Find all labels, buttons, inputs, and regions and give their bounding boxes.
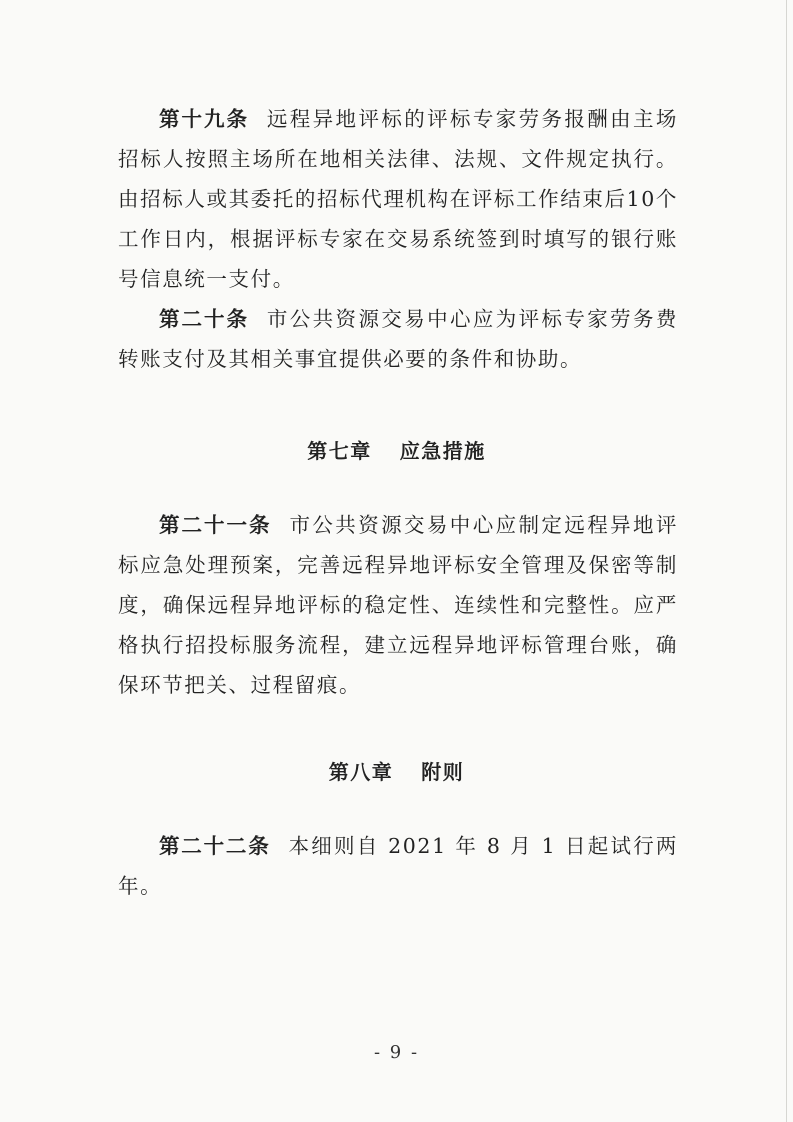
chapter-7-heading (0, 435, 793, 464)
article-21 (118, 505, 678, 705)
chapter-8-heading (0, 756, 793, 785)
chapter-8-number: 第八章 (328, 760, 394, 784)
page-number: - 9 - (373, 1042, 420, 1063)
article-21-label: 第二十一条 (159, 513, 272, 537)
article-19-label: 第十九条 (159, 107, 249, 131)
article-22-text: 本细则自 2021 年 8 月 1 日起试行两年。 (118, 834, 679, 898)
article-22-label: 第二十二条 (159, 834, 271, 858)
article-20 (118, 299, 678, 379)
chapter-7-number: 第七章 (307, 439, 372, 463)
article-21-text: 市公共资源交易中心应制定远程异地评标应急处理预案，完善远程异地评标安全管理及保密等制度，确保远程异地评标的稳定性、连续性和完整性。应严格执行招投标服务流程，建立远程异地评标管理台账，确保环节把关、过程留痕。 (118, 513, 678, 697)
chapter-8-title: 附则 (421, 760, 465, 784)
article-22 (118, 826, 678, 906)
article-19-text: 远程异地评标的评标专家劳务报酬由主场招标人按照主场所在地相关法律、法规、文件规定执行。由招标人或其委托的招标代理机构在评标工作结束后10个工作日内，根据评标专家在交易系统签到时填写的银行账号信息统一支付。 (118, 107, 678, 291)
article-20-label: 第二十条 (159, 307, 249, 331)
article-20-text: 市公共资源交易中心应为评标专家劳务费转账支付及其相关事宜提供必要的条件和协助。 (118, 307, 678, 371)
article-19 (118, 99, 678, 299)
chapter-7-title: 应急措施 (399, 439, 486, 463)
scan-edge-divider (786, 0, 787, 1122)
